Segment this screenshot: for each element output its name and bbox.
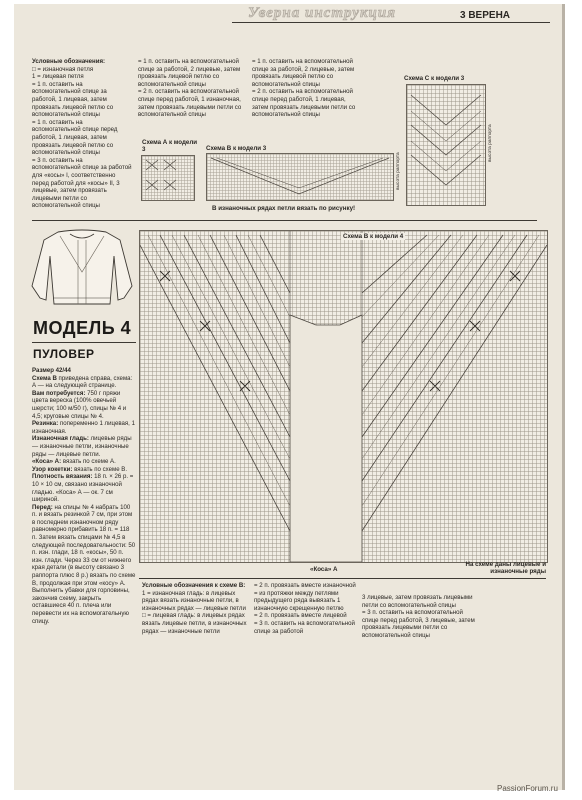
rapport-label-b3: высота раппорта [396,152,401,190]
scheme-top-note: В изнаночных рядах петли вязать по рисунку! [212,205,356,212]
legend-bottom-title: Условные обозначения к схеме В: [142,582,246,589]
model-paragraph: Плотность вязания: 18 п. × 26 р. = 10 × 10 см, связано изнаночной гладью. «Коса» А — ок. 7 см шириной. [32,473,134,504]
legend-bottom-col1 [142,582,248,635]
legend-item: □ = изнаночная петля [32,65,94,73]
legend-item: = 1 п. оставить на вспомогательной спице за работой, 2 лицевые, затем провязать лицевой петлю со вспомогательной спицы [138,58,241,88]
scheme-b4-pattern [140,231,547,562]
legend-top-col2 [138,58,246,119]
legend-bottom-col3 [362,594,480,640]
model-paragraph: Резинка: попеременно 1 лицевая, 1 изнаночная. [32,420,135,435]
legend-item: = 3 п. оставить на вспомогательной спице за работой для «косы» I, соответственно перед работой для «косы» II, 3 лицевые, затем провязать лицевыми петли со вспомогательной спицы [32,156,132,210]
legend-item: = 2 п. провязать вместе изнаночной [254,582,356,589]
rapport-label-c3: высота раппорта [488,124,493,162]
scheme-b4-grid [139,230,548,563]
scheme-b4-note: На схеме даны лицевые и изнаночные ряды [465,561,546,576]
bottom-rule [139,578,546,579]
kosa-label: «Коса» А [310,566,338,573]
legend-title: Условные обозначения: [32,58,106,65]
scheme-c-grid [406,84,486,206]
legend-item: = 1 п. оставить на вспомогательной спице за работой, 2 лицевые, затем провязать лицевой петлю со вспомогательной спицы [252,58,355,88]
model-paragraph: Узор кокетки: вязать по схеме В. [32,465,128,473]
model-description [32,367,136,625]
scheme-c-label: Схема С к модели 3 [404,75,465,82]
model-paragraph: «Коса» А: вязать по схеме А. [32,458,116,466]
scheme-a-grid [141,155,195,201]
page-number: 3 ВЕРЕНА [460,10,511,21]
magazine-title: Уверна инструкция [248,5,396,21]
model-paragraph: Изнаночная гладь: лицевые ряды — изнаночные петли, изнаночные ряды — лицевые петли. [32,435,132,458]
legend-item: = из протяжки между петлями предыдущего ряда вывязать 1 изнаночную скрещенную петлю [254,589,344,612]
scheme-b3-label: Схема В к модели 3 [206,145,267,152]
legend-item: = 2 п. оставить на вспомогательной спице перед работой, 1 изнаночная, затем провязать лицевыми петли со вспомогательной спицы [138,88,242,119]
model-paragraph: Перед: на спицы № 4 набрать 100 п. и вязать резинкой 7 см, при этом в последнем изнаночном ряду равномерно прибавить 18 п. = 118 п. Затем вязать спицами № 4,5 в следующей последовательности: 50 п. изн. глади, 18 п. «косы», 50 п. изн. глади. Через 33 см от нижнего края детали (в высоту связано 3 раппорта плюс 8 р.) вязать по схеме В, продолжая при этом «косу» А. Выполнить убавки для горловины, закончив схему, закрыть оставшиеся 40 п. плеча или перевести их на вспомогательную спицу. [32,503,136,625]
sweater-sketch [30,226,134,306]
legend-item: = 3 п. оставить на вспомогательной спице за работой [254,619,355,635]
model-size: Размер 42/44 [32,367,71,374]
model-paragraph: Схема В приведена справа, схема: А — на следующей странице. [32,374,133,390]
header-rule [232,22,550,23]
legend-item: = 3 п. оставить на вспомогательной спице перед работой, 3 лицевые, затем провязать лицевыми петли со вспомогательной спицы [362,609,475,639]
legend-item: 1 = изнаночная гладь: в лицевых рядах вязать изнаночные петли, в изнаночных рядах — лицевые петли [142,589,246,612]
watermark: PassionForum.ru [497,784,558,793]
title-rule [32,342,136,343]
legend-item: = 1 п. оставить на вспомогательной спице за работой, 1 лицевая, затем провязать лицевой петлю со вспомогательной спицы [32,80,114,119]
legend-top-col1 [32,58,132,210]
scheme-b4-label: Схема В к модели 4 [343,233,404,240]
legend-item: = 2 п. оставить на вспомогательной спице перед работой, 1 лицевая, затем провязать лицевыми петли со вспомогательной спицы [252,88,356,119]
legend-top-col3 [252,58,360,119]
legend-item: □ = лицевая гладь: в лицевых рядах вязать лицевые петли, в изнаночных рядах — изнаночные петли [142,612,247,635]
scheme-a-label: Схема А к модели 3 [142,139,198,153]
model-title: МОДЕЛЬ 4 [33,318,132,338]
legend-bottom-col2 [254,582,358,635]
scheme-b3-grid [206,153,394,201]
model-subtitle: ПУЛОВЕР [33,347,95,361]
legend-item: = 1 п. оставить на вспомогательной спице перед работой, 1 лицевая, затем провязать лицевой петлю со вспомогательной спицы [32,118,118,157]
page-edge [562,4,565,790]
legend-item: 3 лицевые, затем провязать лицевыми петли со вспомогательной спицы [362,594,473,609]
section-rule [32,220,537,221]
legend-item: 1 = лицевая петля [32,73,84,81]
legend-item: = 2 п. провязать вместе лицевой [254,612,347,620]
model-paragraph: Вам потребуется: 750 г пряжи цвета вереска (100% овечьей шерсти; 100 м/50 г), спицы № 4 и 4,5; круговые спицы № 4. [32,389,127,420]
